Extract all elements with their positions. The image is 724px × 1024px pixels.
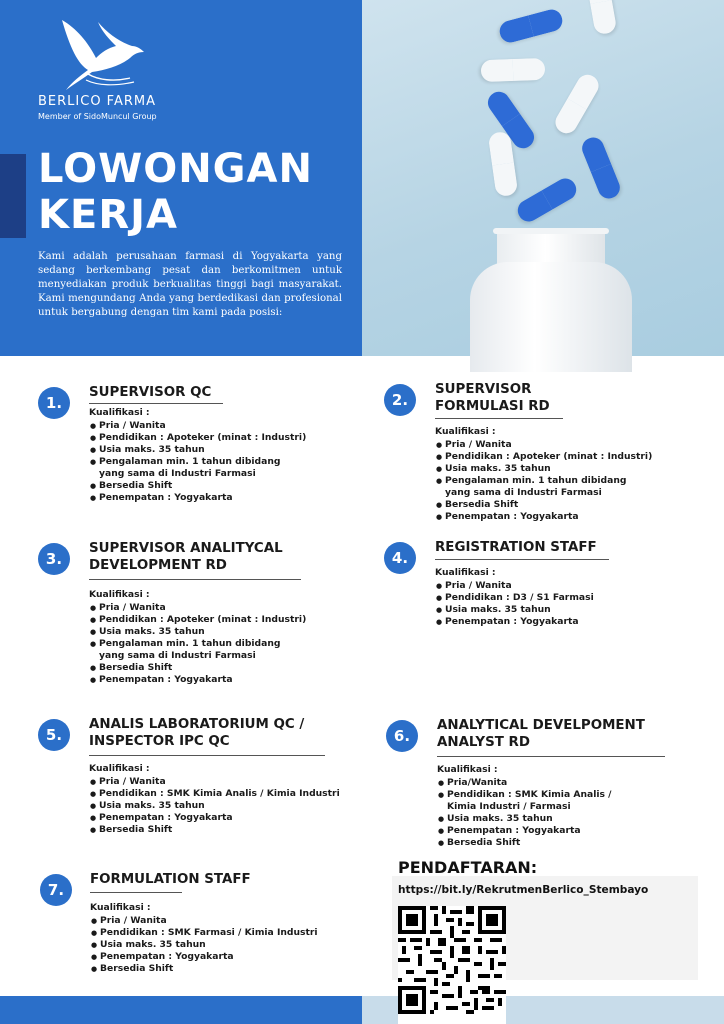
qualification-item: ● Bersedia Shift [437,837,612,849]
qualification-item: ● Pendidikan : SMK Kimia Analis / Kimia Industri [89,788,340,800]
qualification-item: ● Pria / Wanita [89,602,306,614]
hero-intro-text: Kami adalah perusahaan farmasi di Yogyakarta yang sedang berkembang pesat dan berkomitmen untuk menyediakan produk berkualitas tinggi bagi masyarakat. Kami mengundang Anda yang berdedikasi dan profesional untuk bergabung dengan tim kami pada posisi: [38,251,342,318]
qualification-item: ● Pendidikan : SMK Kimia Analis / Kimia Industri / Farmasi [437,789,612,813]
registration-link[interactable]: https://bit.ly/RekrutmenBerlico_Stembayo [398,884,649,896]
qr-code-icon[interactable] [398,906,506,1014]
qualifications-label: Kualifikasi : [437,764,498,775]
qualification-item: ● Pengalaman min. 1 tahun dibidang yang sama di Industri Farmasi [89,456,306,480]
qualification-item: ● Penempatan : Yogyakarta [89,492,306,504]
footer-bar-light [506,996,724,1024]
qualification-item: ● Pengalaman min. 1 tahun dibidang yang sama di Industri Farmasi [89,638,306,662]
qualification-item: ● Pendidikan : Apoteker (minat : Industri) [435,451,652,463]
bottle-body-image [470,262,632,372]
job-qualifications [89,763,340,836]
qualification-item: ● Usia maks. 35 tahun [89,626,306,638]
qualifications-label: Kualifikasi : [435,567,496,578]
job-title: ANALYTICAL DEVELPOMENT ANALYST RD [437,718,645,750]
job-title: REGISTRATION STAFF [435,540,597,555]
job-qualifications [90,902,318,975]
title-underline [89,403,223,404]
qualification-item: ● Usia maks. 35 tahun [437,813,612,825]
title-underline [435,559,609,560]
header-banner [0,0,724,356]
qualification-item: ● Pria / Wanita [90,915,318,927]
qualification-item: ● Usia maks. 35 tahun [89,444,306,456]
qualification-item: ● Penempatan : Yogyakarta [89,674,306,686]
qualification-item: ● Bersedia Shift [89,662,306,674]
qualification-item: ● Penempatan : Yogyakarta [435,616,594,628]
brand-name: BERLICO FARMA [38,94,157,109]
brand-subtitle: Member of SidoMuncul Group [38,112,157,121]
qualification-item: ● Pria/Wanita [437,777,612,789]
job-title: ANALIS LABORATORIUM QC / INSPECTOR IPC QC [89,717,305,749]
title-underline [89,579,301,580]
qualification-item: ● Bersedia Shift [435,499,652,511]
title-underline [89,755,325,756]
job-title: SUPERVISOR ANALITYCAL DEVELOPMENT RD [89,541,283,573]
job-title: FORMULATION STAFF [90,872,251,887]
title-underline [437,756,665,757]
qualification-item: ● Penempatan : Yogyakarta [90,951,318,963]
title-underline [435,418,563,419]
qualification-item: ● Pria / Wanita [435,580,594,592]
job-title: SUPERVISOR FORMULASI RD [435,382,550,414]
job-number-badge: 2. [384,384,416,416]
job-qualifications [435,567,594,628]
qualification-item: ● Usia maks. 35 tahun [90,939,318,951]
qualification-item: ● Penempatan : Yogyakarta [435,511,652,523]
title-accent-bar [0,154,26,238]
job-qualifications [437,764,612,849]
footer-bar-light [362,996,398,1024]
hero-title-line2: KERJA [38,192,178,238]
job-number-badge: 3. [38,543,70,575]
crane-bird-icon [58,18,150,92]
qualifications-label: Kualifikasi : [89,407,150,418]
job-number-badge: 4. [384,542,416,574]
job-number-badge: 5. [38,719,70,751]
capsule-image [481,58,546,82]
qualifications-label: Kualifikasi : [90,902,151,913]
job-number-badge: 6. [386,720,418,752]
hero-title [38,146,313,238]
qualification-item: ● Usia maks. 35 tahun [435,463,652,475]
qualification-item: ● Pria / Wanita [89,776,340,788]
qualification-item: ● Usia maks. 35 tahun [435,604,594,616]
qualification-item: ● Pria / Wanita [435,439,652,451]
qualification-item: ● Bersedia Shift [90,963,318,975]
qr-code-graphic [398,906,506,1014]
footer-bar-blue [0,996,362,1024]
qualification-item: ● Pendidikan : Apoteker (minat : Industri) [89,614,306,626]
job-number-badge: 7. [40,874,72,906]
job-qualifications [89,589,306,686]
qualification-item: ● Pendidikan : D3 / S1 Farmasi [435,592,594,604]
hero-title-line1: LOWONGAN [38,146,313,192]
qualification-item: ● Pendidikan : SMK Farmasi / Kimia Industri [90,927,318,939]
qualification-item: ● Pendidikan : Apoteker (minat : Industri) [89,432,306,444]
job-number-badge: 1. [38,387,70,419]
qualification-item: ● Penempatan : Yogyakarta [89,812,340,824]
title-underline [90,892,182,893]
qualification-item: ● Pengalaman min. 1 tahun dibidang yang sama di Industri Farmasi [435,475,652,499]
qualifications-label: Kualifikasi : [89,589,150,600]
job-qualifications [435,426,652,523]
company-logo [30,18,180,92]
job-qualifications [89,407,306,504]
qualification-item: ● Pria / Wanita [89,420,306,432]
qualifications-label: Kualifikasi : [89,763,150,774]
qualification-item: ● Bersedia Shift [89,824,340,836]
qualification-item: ● Bersedia Shift [89,480,306,492]
registration-title: PENDAFTARAN: [398,858,538,877]
qualification-item: ● Usia maks. 35 tahun [89,800,340,812]
qualification-item: ● Penempatan : Yogyakarta [437,825,612,837]
qualifications-label: Kualifikasi : [435,426,496,437]
job-title: SUPERVISOR QC [89,385,212,400]
